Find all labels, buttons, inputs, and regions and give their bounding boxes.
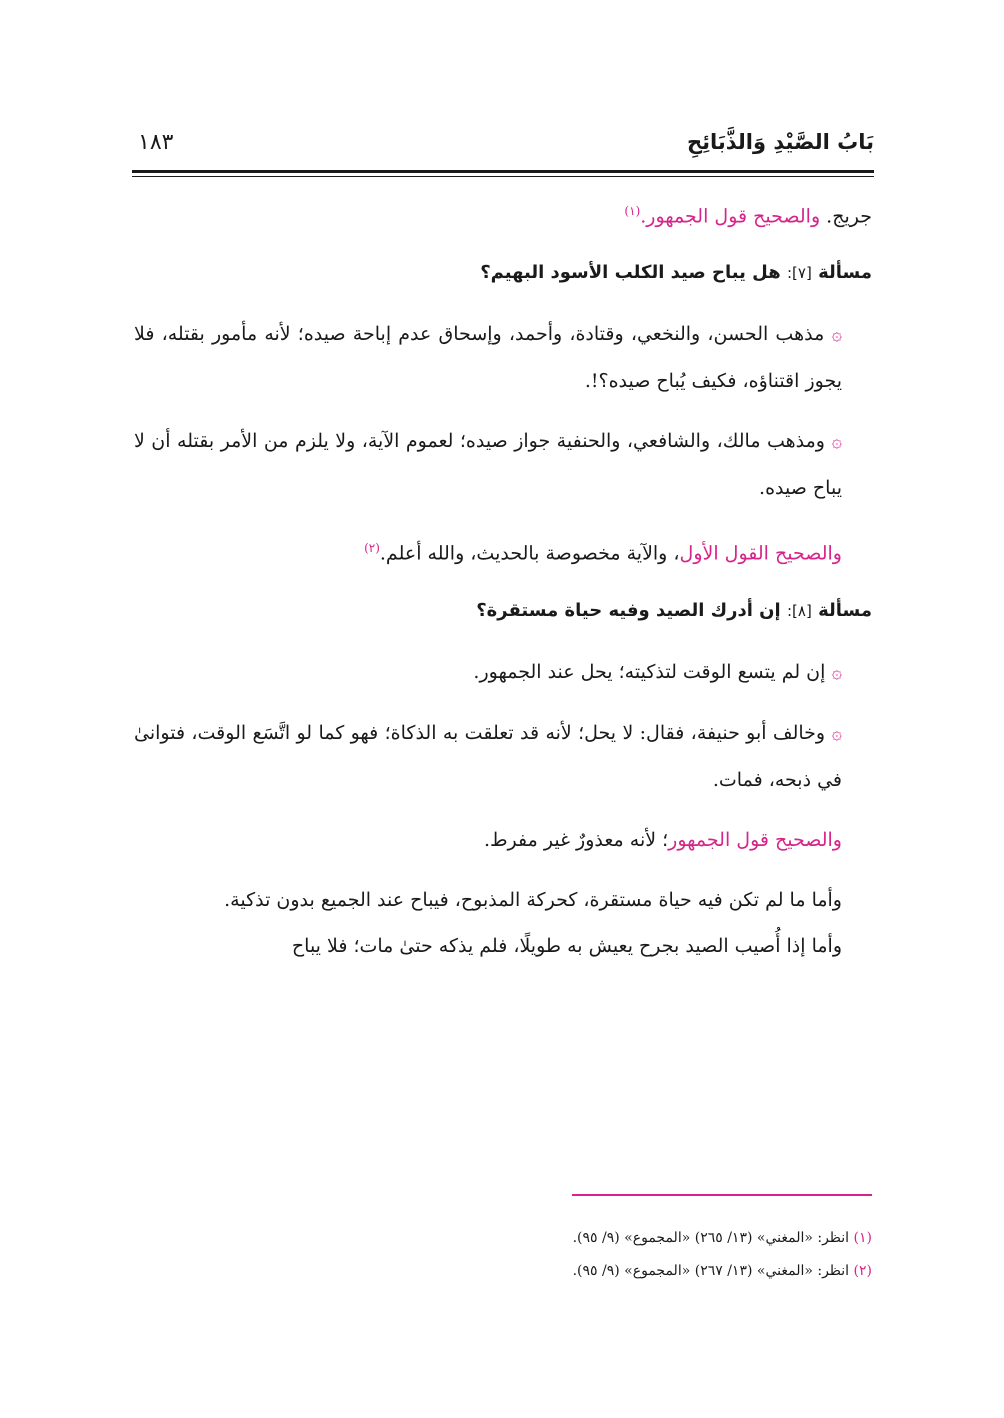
question-8-heading bbox=[134, 587, 872, 635]
paragraph-2 bbox=[134, 311, 872, 404]
paragraph-text: مذهب الحسن، والنخعي، وقتادة، وأحمد، وإسحاق عدم إباحة صيده؛ لأنه مأمور بقتله، فلا يجوز اقتناؤه، فكيف يُباح صيده؟!. bbox=[134, 323, 842, 393]
paragraph-5 bbox=[134, 649, 872, 696]
bullet-ornament-icon: ۞ bbox=[831, 324, 842, 346]
question-text: هل يباح صيد الكلب الأسود البهيم؟ bbox=[480, 262, 781, 284]
bullet-ornament-icon: ۞ bbox=[831, 722, 842, 744]
page-header bbox=[132, 128, 874, 172]
header-rule-thin bbox=[132, 176, 874, 177]
paragraph-text: ، والآية مخصوصة بالحديث، والله أعلم. bbox=[379, 542, 680, 565]
paragraph-text: إن لم يتسع الوقت لتذكيته؛ يحل عند الجمهور. bbox=[473, 660, 826, 683]
paragraph-text: ومذهب مالك، والشافعي، والحنفية جواز صيده؛ لعموم الآية، ولا يلزم من الأمر بقتله أن لا يباح صيده. bbox=[134, 430, 842, 500]
question-number: [٨]: bbox=[786, 601, 812, 620]
paragraph-text: وخالف أبو حنيفة، فقال: لا يحل؛ لأنه قد تعلقت به الذكاة؛ فهو كما لو اتَّسَع الوقت، فتوانىٰ في ذبحه، فمات. bbox=[134, 721, 842, 791]
paragraph-text: جريج. bbox=[820, 205, 872, 228]
footnotes bbox=[134, 1222, 872, 1288]
paragraph-1 bbox=[134, 188, 872, 239]
footnote-ref-2[interactable]: (٢) bbox=[364, 541, 380, 556]
page-body bbox=[134, 188, 872, 969]
footnote-number: (٢) bbox=[853, 1263, 872, 1279]
paragraph-6 bbox=[134, 710, 872, 803]
chapter-title: بَابُ الصَّيْدِ وَالذَّبَائِحِ bbox=[686, 130, 874, 154]
ruling-highlight: والصحيح قول الجمهور. bbox=[640, 205, 821, 228]
header-rule-thick bbox=[132, 170, 874, 173]
ruling-highlight: والصحيح قول الجمهور bbox=[668, 828, 842, 851]
ruling-highlight: والصحيح القول الأول bbox=[679, 542, 842, 565]
paragraph-3 bbox=[134, 418, 872, 511]
question-label: مسألة bbox=[818, 599, 872, 621]
question-number: [٧]: bbox=[786, 264, 812, 283]
paragraph-8: وأما ما لم تكن فيه حياة مستقرة، كحركة المذبوح، فيباح عند الجميع بدون تذكية. bbox=[224, 888, 842, 911]
footnote-number: (١) bbox=[853, 1230, 872, 1246]
footnote-text: انظر: «المغني» (١٣/ ٢٦٥) «المجموع» (٩/ ٩٥). bbox=[572, 1230, 850, 1246]
bullet-ornament-icon: ۞ bbox=[831, 431, 843, 453]
question-7-heading bbox=[134, 249, 872, 297]
paragraph-9: وأما إذا أُصيب الصيد بجرح يعيش به طويلًا، فلم يذكه حتىٰ مات؛ فلا يباح bbox=[291, 934, 842, 957]
footnote-separator bbox=[572, 1194, 872, 1196]
footnote-ref-1[interactable]: (١) bbox=[624, 204, 641, 218]
paragraph-4 bbox=[134, 525, 872, 576]
footnote-1 bbox=[134, 1222, 872, 1255]
paragraph-text: ؛ لأنه معذورٌ غير مفرط. bbox=[483, 828, 669, 851]
paragraph-7 bbox=[134, 817, 872, 863]
footnote-text: انظر: «المغني» (١٣/ ٢٦٧) «المجموع» (٩/ ٩٥). bbox=[572, 1263, 850, 1279]
question-label: مسألة bbox=[818, 262, 872, 284]
footnote-2 bbox=[134, 1255, 872, 1288]
question-text: إن أدرك الصيد وفيه حياة مستقرة؟ bbox=[476, 599, 781, 621]
page-number: ١٨٣ bbox=[138, 130, 174, 155]
bullet-ornament-icon: ۞ bbox=[831, 661, 842, 683]
